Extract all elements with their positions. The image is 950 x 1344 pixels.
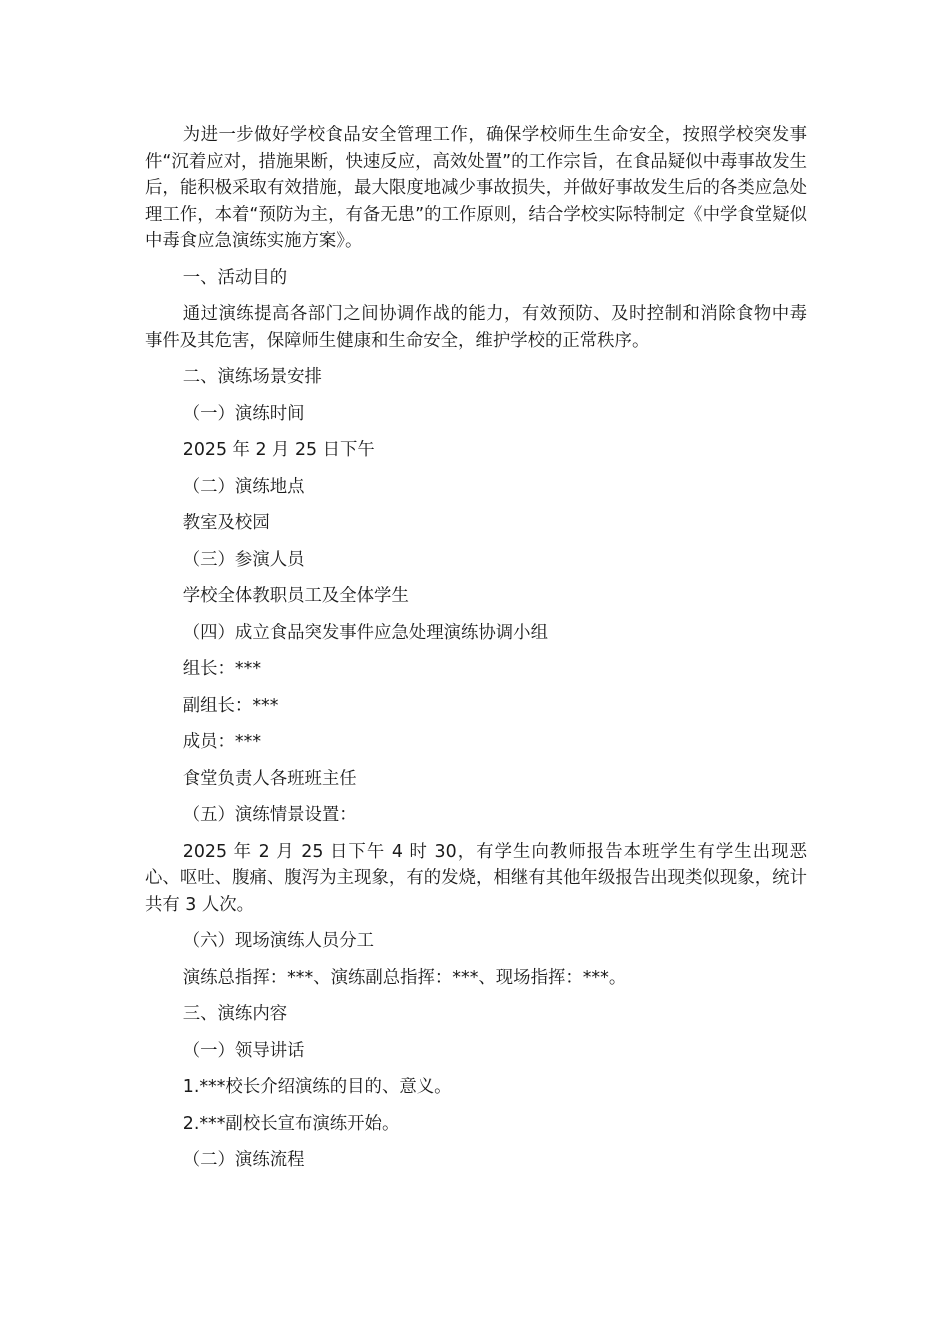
subheading-location: （二）演练地点 — [182, 476, 305, 497]
subheading-time: （一）演练时间 — [182, 403, 305, 424]
team-members-extra: 食堂负责人各班班主任 — [182, 768, 357, 789]
section-heading-content: 三、演练内容 — [182, 1004, 288, 1024]
speech-item-1: 1.***校长介绍演练的目的、意义。 — [182, 1077, 452, 1097]
document-page — [145, 122, 807, 1184]
team-members: 成员：*** — [182, 732, 262, 752]
scenario-paragraph: 2025 年 2 月 25 日下午 4 时 30，有学生向教师报告本班学生有学生出现恶心、呕吐、腹痛、腹泻为主现象，有的发烧，相继有其他年级报告出现类似现象，统计共有 3 人次。 — [145, 841, 807, 915]
subheading-speech: （一）领导讲话 — [182, 1040, 305, 1061]
subheading-participants: （三）参演人员 — [182, 549, 305, 570]
team-leader: 组长：*** — [182, 659, 262, 679]
team-deputy-leader: 副组长：*** — [182, 695, 279, 716]
subheading-process: （二）演练流程 — [182, 1150, 305, 1170]
section-heading-purpose: 一、活动目的 — [182, 267, 288, 288]
intro-paragraph: 为进一步做好学校食品安全管理工作，确保学校师生生命安全，按照学校突发事件“沉着应对，措施果断，快速反应，高效处置”的工作宗旨，在食品疑似中毒事故发生后，能积极采取有效措施，最大限度地减少事故损失，并做好事故发生后的各类应急处理工作，本着“预防为主，有备无患”的工作原则，结合学校实际特制定《中学食堂疑似中毒食应急演练实施方案》。 — [145, 125, 807, 251]
roles-paragraph: 演练总指挥：***、演练副总指挥：***、现场指挥：***。 — [182, 967, 627, 988]
drill-participants: 学校全体教职员工及全体学生 — [182, 586, 409, 606]
subheading-team: （四）成立食品突发事件应急处理演练协调小组 — [182, 622, 548, 643]
purpose-paragraph: 通过演练提高各部门之间协调作战的能力，有效预防、及时控制和消除食物中毒事件及其危害，保障师生健康和生命安全，维护学校的正常秩序。 — [145, 304, 807, 351]
section-heading-arrangement: 二、演练场景安排 — [182, 367, 322, 387]
subheading-roles: （六）现场演练人员分工 — [182, 931, 375, 951]
drill-location: 教室及校园 — [182, 513, 270, 533]
subheading-scenario: （五）演练情景设置： — [182, 805, 357, 825]
drill-time: 2025 年 2 月 25 日下午 — [182, 440, 375, 460]
speech-item-2: 2.***副校长宣布演练开始。 — [182, 1113, 400, 1134]
